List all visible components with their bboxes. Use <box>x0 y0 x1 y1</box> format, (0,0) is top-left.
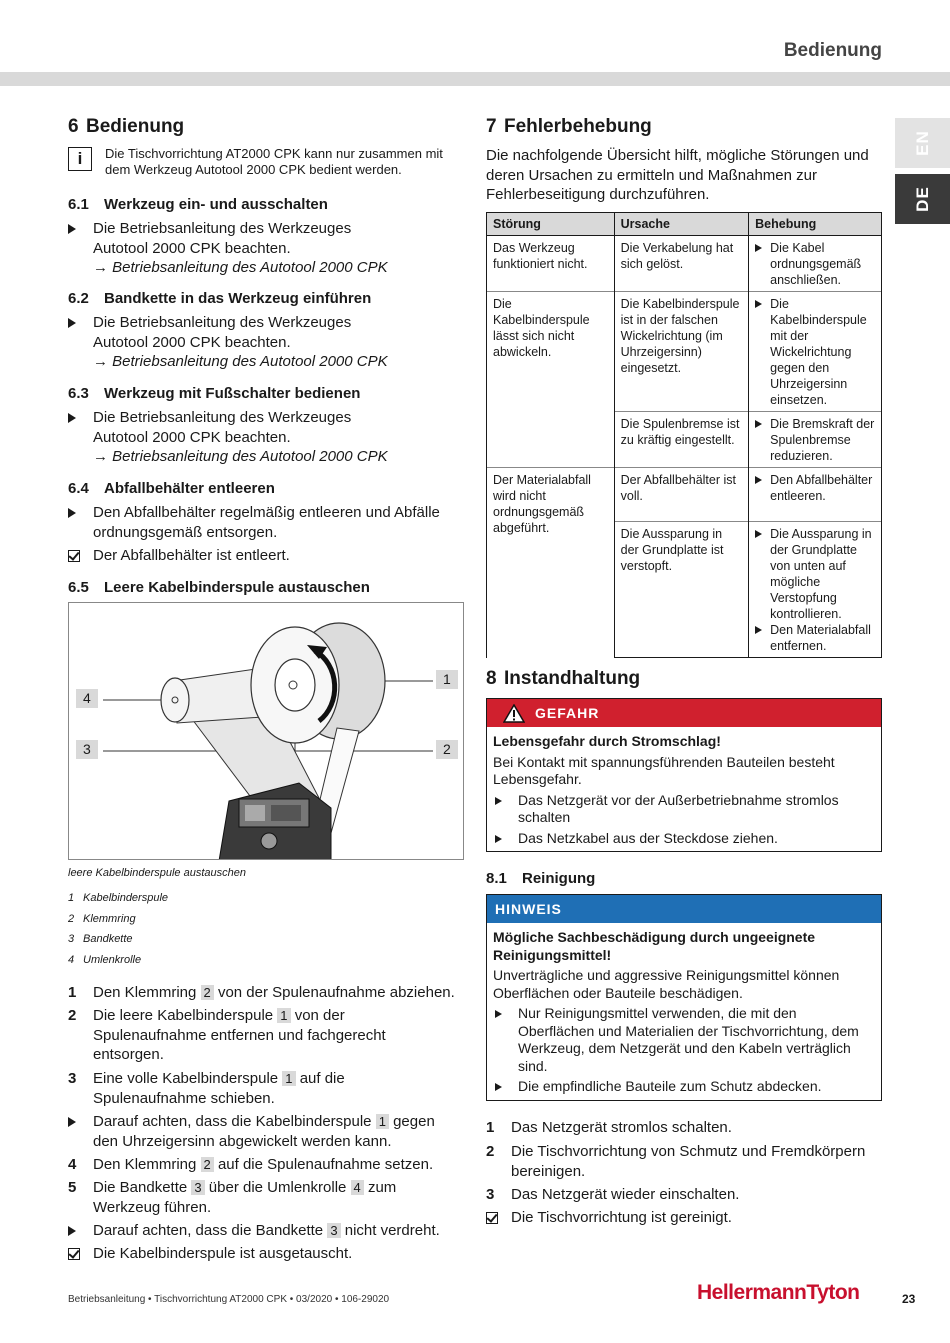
bullet-arrow-icon <box>755 476 762 484</box>
step-item: 1 Den Klemmring 2 von der Spulenaufnahme abziehen. <box>68 984 455 1001</box>
step-item: 5 Die Bandkette 3 über die Umlenkrolle 4 zum Werkzeug führen. <box>68 1179 397 1216</box>
troubleshooting-table <box>486 212 882 658</box>
checkbox-checked-icon <box>68 1248 80 1260</box>
spool-illustration <box>69 603 464 860</box>
section-8-1-heading: 8.1 Reinigung <box>486 870 596 887</box>
section-6-5-heading: 6.5 Leere Kabelbinderspule austauschen <box>68 579 370 596</box>
table-row: Der Materialabfall wird nicht ordnungsgemäß abgeführt. Der Abfallbehälter ist voll. Den Abfallbehälter entleeren. <box>487 468 882 522</box>
step-item: 2 Die leere Kabelbinderspule 1 von der Spulenaufnahme entfernen und fachgerecht entsorgen. <box>68 1007 386 1063</box>
list-item: Die Betriebsanleitung des Werkzeuges Autotool 2000 CPK beachten. → Betriebsanleitung des Autotool 2000 CPK <box>68 313 398 372</box>
bullet-arrow-icon <box>495 797 502 805</box>
table-row: Das Werkzeug funktioniert nicht. Die Verkabelung hat sich gelöst. Die Kabel ordnungsgemäß anschließen. <box>487 236 882 292</box>
reference-link: → Betriebsanleitung des Autotool 2000 CPK <box>93 259 388 276</box>
figure-legend <box>68 892 168 974</box>
section-6-3-heading: 6.3 Werkzeug mit Fußschalter bedienen <box>68 385 361 402</box>
legend-item: 1 Kabelbinderspule <box>68 892 169 904</box>
table-row: Die Aussparung in der Grundplatte ist verstopft. Die Aussparung in der Grundplatte von unten auf mögliche Verstopfung kontrollieren. Den Materialabfall entfernen. <box>487 522 882 658</box>
step-item: 3 Das Netzgerät wieder einschalten. <box>486 1186 740 1203</box>
figure-label-2: 2 <box>436 740 458 759</box>
bullet-arrow-icon <box>755 420 762 428</box>
figure-caption: leere Kabelbinderspule austauschen <box>68 867 246 879</box>
ref-badge: 2 <box>201 1157 214 1172</box>
ref-badge: 1 <box>277 1008 290 1023</box>
section-8-heading: 8 Instandhaltung <box>486 668 641 689</box>
bullet-arrow-icon <box>68 508 76 518</box>
section-6-1-heading: 6.1 Werkzeug ein- und ausschalten <box>68 196 328 213</box>
section-6-heading: 6 Bedienung <box>68 116 185 137</box>
column-header: Störung <box>487 213 615 236</box>
checkbox-checked-icon <box>486 1212 498 1224</box>
bullet-arrow-icon <box>495 1010 502 1018</box>
bullet-arrow-icon <box>755 300 762 308</box>
reference-link: → Betriebsanleitung des Autotool 2000 CPK <box>93 448 388 465</box>
info-icon: i <box>68 147 92 171</box>
list-item: Den Abfallbehälter regelmäßig entleeren und Abfälle ordnungsgemäß entsorgen. <box>68 503 463 542</box>
section-7-heading: 7 Fehlerbehebung <box>486 116 652 137</box>
bullet-arrow-icon <box>495 1083 502 1091</box>
hinweis-header: HINWEIS <box>487 895 881 923</box>
bullet-arrow-icon <box>68 413 76 423</box>
bullet-arrow-icon <box>495 835 502 843</box>
brand-logo: HellermannTyton <box>697 1281 860 1304</box>
spool-replacement-figure <box>68 602 464 860</box>
danger-header: GEFAHR <box>487 699 881 727</box>
step-item: Darauf achten, dass die Bandkette 3 nicht verdreht. <box>68 1221 468 1241</box>
language-tab-en[interactable]: EN <box>895 118 950 168</box>
section-6-4-heading: 6.4 Abfallbehälter entleeren <box>68 480 275 497</box>
figure-label-4: 4 <box>76 689 98 708</box>
bullet-arrow-icon <box>755 530 762 538</box>
section-6-2-heading: 6.2 Bandkette in das Werkzeug einführen <box>68 290 372 307</box>
result-item: Die Kabelbinderspule ist ausgetauscht. <box>68 1244 468 1264</box>
hinweis-notice: HINWEIS Mögliche Sachbeschädigung durch ungeeignete Reinigungsmittel! Unverträgliche und aggressive Reinigungsmittel können Oberflächen oder Bauteile beschädigen. Nur Reinigungsmittel verwenden, die mit den Oberflächen und Materialien der Tischvorrichtung, dem Werkzeug, dem Netzgerät und den Kabeln verträglich sind. Die empfindliche Bauteile zum Schutz abdecken. <box>486 894 882 1101</box>
language-tab-de[interactable]: DE <box>895 174 950 224</box>
table-row: Die Spulenbremse ist zu kräftig eingestellt. Die Bremskraft der Spulenbremse reduzieren. <box>487 412 882 468</box>
step-item: 4 Den Klemmring 2 auf die Spulenaufnahme setzen. <box>68 1156 434 1173</box>
bullet-arrow-icon <box>68 224 76 234</box>
bullet-arrow-icon <box>755 626 762 634</box>
bullet-arrow-icon <box>68 1117 76 1127</box>
list-item: Die Betriebsanleitung des Werkzeuges Autotool 2000 CPK beachten. → Betriebsanleitung des Autotool 2000 CPK <box>68 408 398 467</box>
header-bar <box>0 72 950 86</box>
danger-notice: GEFAHR Lebensgefahr durch Stromschlag! Bei Kontakt mit spannungsführenden Bauteilen besteht Lebensgefahr. Das Netzgerät vor der Außerbetriebnahme stromlos schalten Das Netzkabel aus der Steckdose ziehen. <box>486 698 882 852</box>
ref-badge: 1 <box>376 1114 389 1129</box>
section-7-intro: Die nachfolgende Übersicht hilft, mögliche Störungen und deren Ursachen zu ermitteln und Maßnahmen zur Fehlerbeseitigung durchzuführen. <box>486 147 869 203</box>
figure-label-1: 1 <box>436 670 458 689</box>
step-item: 3 Eine volle Kabelbinderspule 1 auf die Spulenaufnahme schieben. <box>68 1070 345 1107</box>
result-item: Der Abfallbehälter ist entleert. <box>68 546 463 566</box>
bullet-arrow-icon <box>68 1226 76 1236</box>
list-item: Die Betriebsanleitung des Werkzeuges Autotool 2000 CPK beachten. → Betriebsanleitung des Autotool 2000 CPK <box>68 219 398 278</box>
info-note: Die Tischvorrichtung AT2000 CPK kann nur zusammen mit dem Werkzeug Autotool 2000 CPK bedient werden. <box>105 146 443 177</box>
table-row: Die Kabelbinderspule lässt sich nicht abwickeln. Die Kabelbinderspule ist in der falschen Wickelrichtung (im Uhrzeigersinn) eingesetzt. Die Kabelbinderspule mit der Wickelrichtung gegen den Uhrzeigersinn einsetzen. <box>487 292 882 412</box>
step-item: 2 Die Tischvorrichtung von Schmutz und Fremdkörpern bereinigen. <box>486 1143 866 1180</box>
ref-badge: 4 <box>351 1180 364 1195</box>
ref-badge: 2 <box>201 985 214 1000</box>
column-header: Behebung <box>749 213 882 236</box>
result-item: Die Tischvorrichtung ist gereinigt. <box>486 1208 881 1228</box>
warning-triangle-icon <box>503 704 525 723</box>
page-header-title: Bedienung <box>783 40 882 61</box>
figure-label-3: 3 <box>76 740 98 759</box>
step-item: Darauf achten, dass die Kabelbinderspule 1 gegen den Uhrzeigersinn abgewickelt werden kann. <box>68 1112 453 1151</box>
step-item: 1 Das Netzgerät stromlos schalten. <box>486 1119 732 1136</box>
bullet-arrow-icon <box>755 244 762 252</box>
footer-text: Betriebsanleitung • Tischvorrichtung AT2000 CPK • 03/2020 • 106-29020 <box>68 1294 390 1305</box>
legend-item: 4 Umlenkrolle <box>68 953 142 966</box>
column-header: Ursache <box>614 213 749 236</box>
ref-badge: 3 <box>191 1180 204 1195</box>
page-number: 23 <box>902 1292 916 1306</box>
ref-badge: 1 <box>282 1071 295 1086</box>
checkbox-checked-icon <box>68 550 80 562</box>
table-header-row <box>487 213 882 236</box>
ref-badge: 3 <box>327 1223 340 1238</box>
reference-link: → Betriebsanleitung des Autotool 2000 CPK <box>93 353 388 370</box>
legend-item: 2 Klemmring <box>68 912 136 925</box>
bullet-arrow-icon <box>68 318 76 328</box>
legend-item: 3 Bandkette <box>68 933 133 945</box>
